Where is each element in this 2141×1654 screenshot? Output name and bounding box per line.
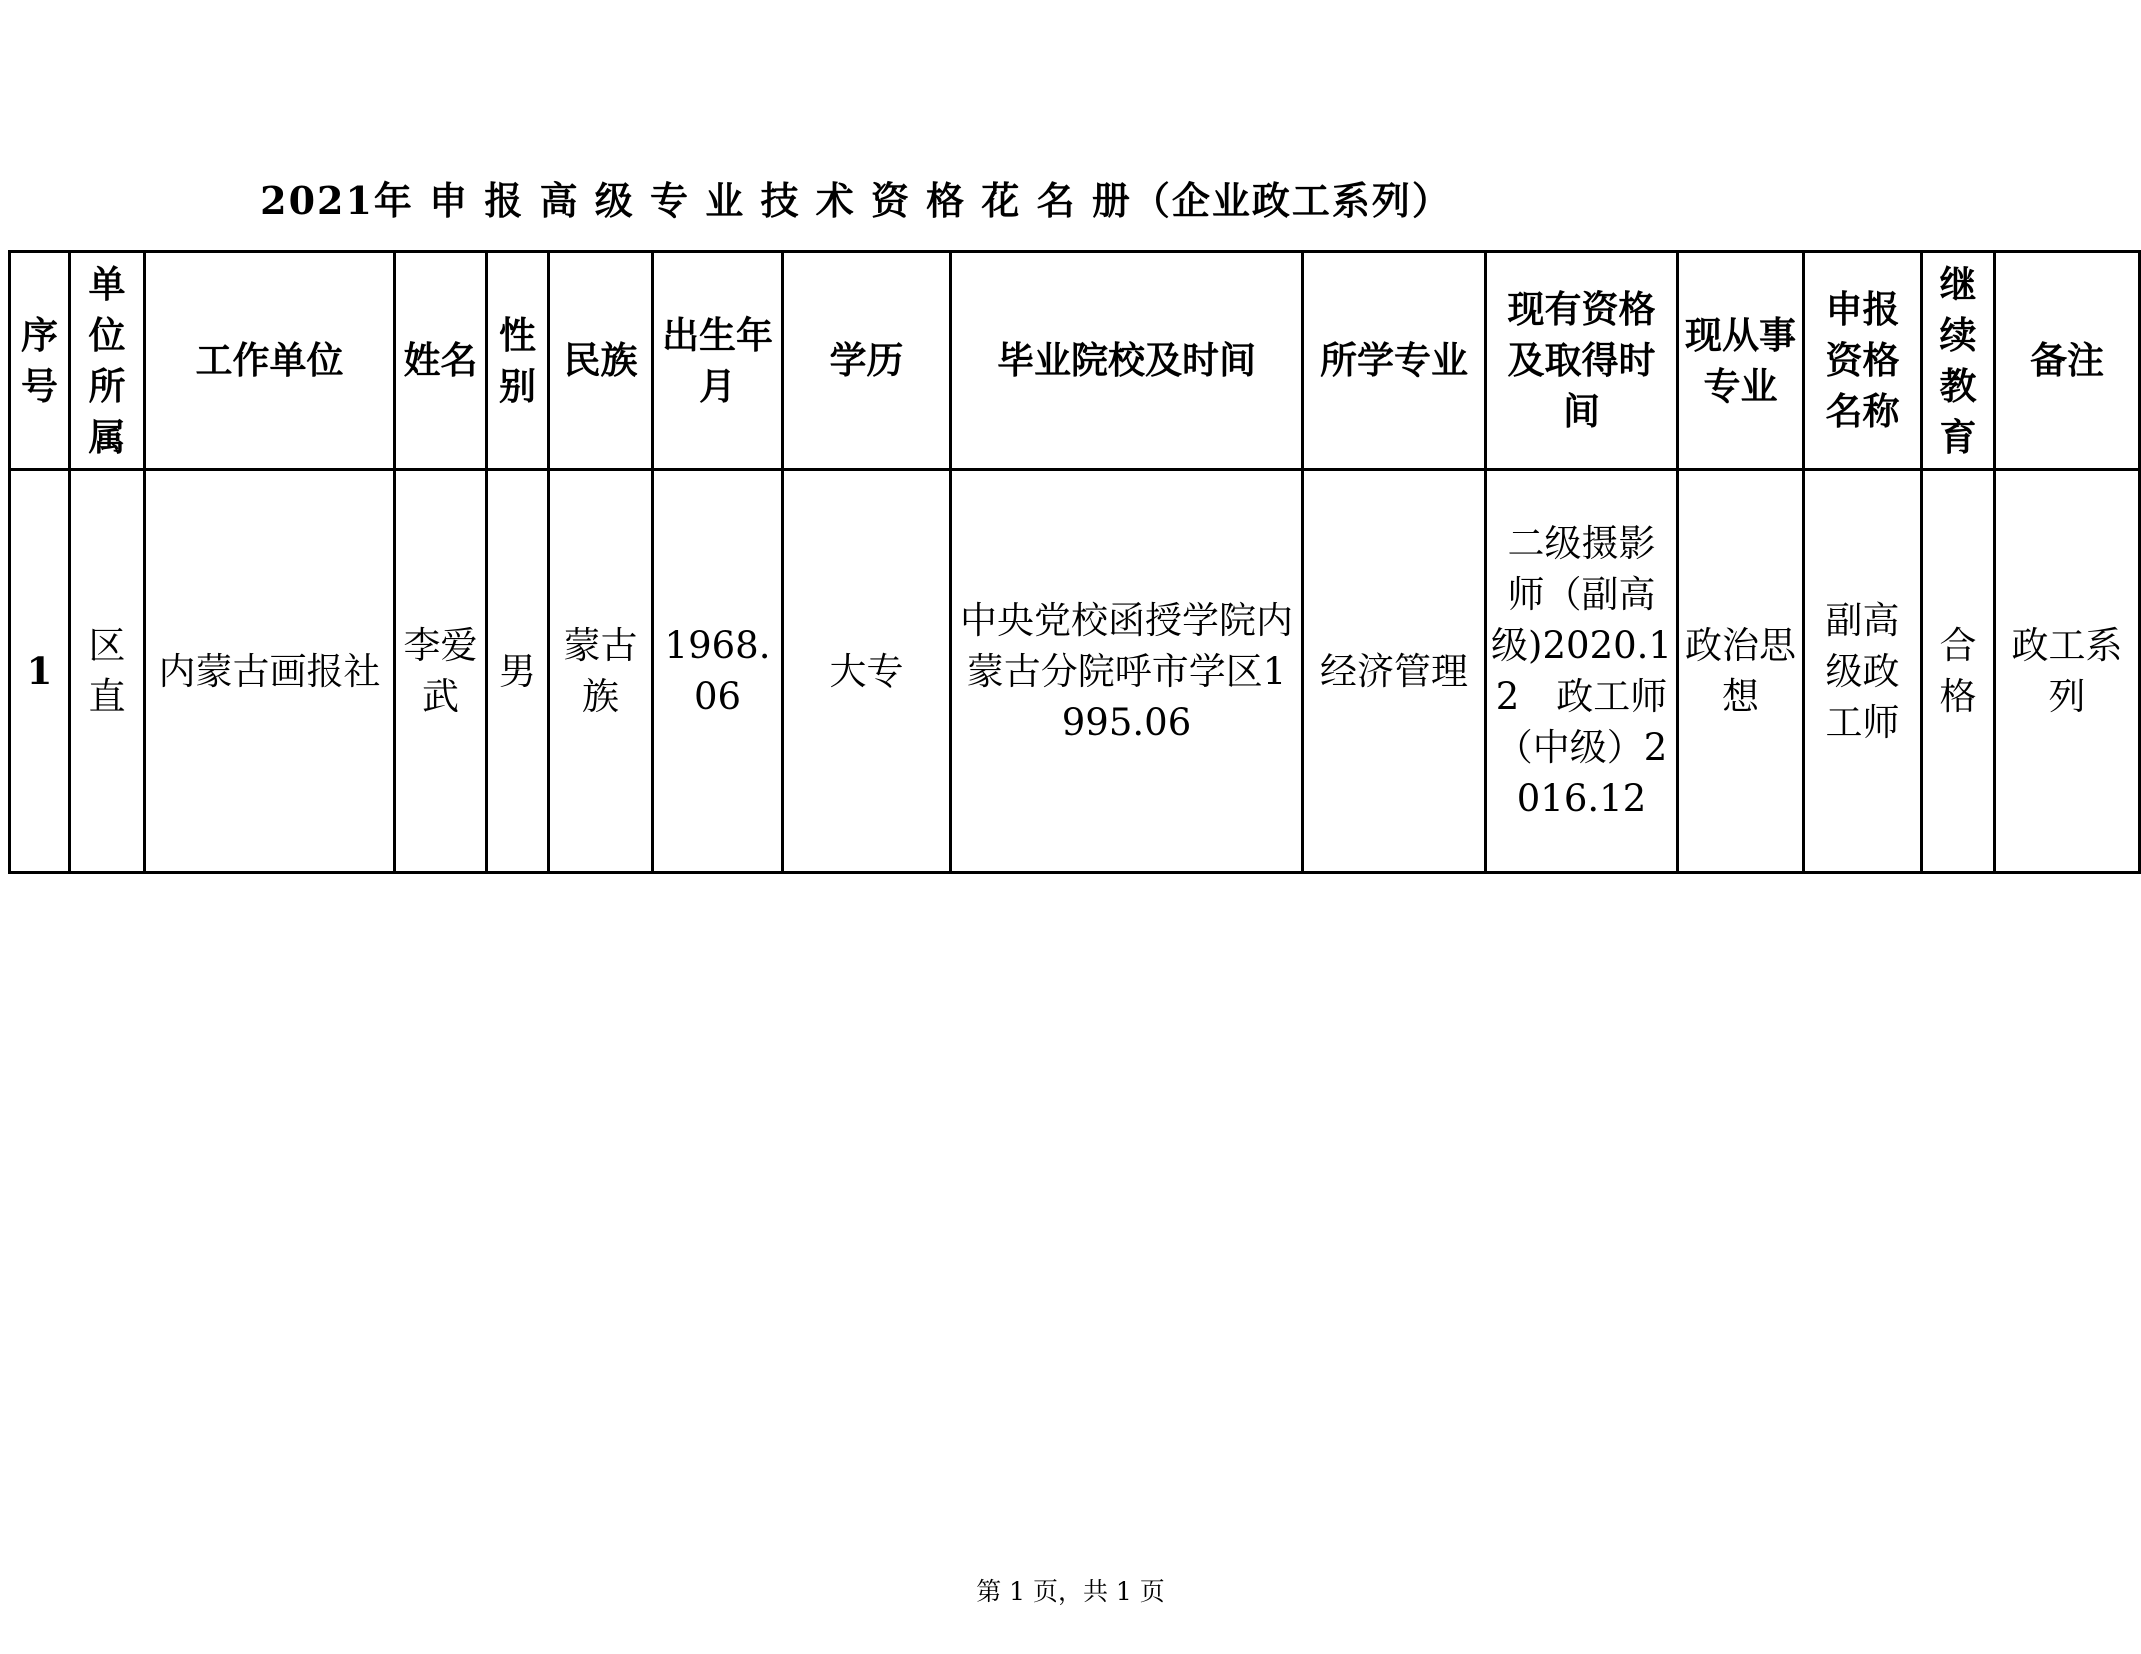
cell-major: 经济管理	[1303, 470, 1486, 873]
cell-work-unit: 内蒙古画报社	[145, 470, 395, 873]
cell-unit-affiliation: 区直	[70, 470, 145, 873]
cell-seq: 1	[10, 470, 70, 873]
header-unit-affiliation: 单位所属	[70, 252, 145, 470]
header-major: 所学专业	[1303, 252, 1486, 470]
header-continuing-education: 继续教育	[1922, 252, 1995, 470]
header-ethnicity: 民族	[549, 252, 653, 470]
cell-continuing-education: 合格	[1922, 470, 1995, 873]
cell-current-field: 政治思想	[1678, 470, 1804, 873]
cell-current-qualification: 二级摄影师（副高级)2020.12 政工师（中级）2016.12	[1486, 470, 1678, 873]
cell-education: 大专	[783, 470, 951, 873]
header-current-qualification: 现有资格及取得时间	[1486, 252, 1678, 470]
cell-birth: 1968.06	[653, 470, 783, 873]
header-school: 毕业院校及时间	[951, 252, 1303, 470]
page-title: 2021年 申 报 高 级 专 业 技 术 资 格 花 名 册（企业政工系列）	[260, 178, 1452, 223]
header-education: 学历	[783, 252, 951, 470]
table-header-row	[10, 252, 2140, 470]
page-footer: 第 1 页，共 1 页	[976, 1577, 1165, 1606]
header-birth: 出生年月	[653, 252, 783, 470]
cell-applied-qualification: 副高级政工师	[1804, 470, 1922, 873]
header-current-field: 现从事专业	[1678, 252, 1804, 470]
header-applied-qualification: 申报资格名称	[1804, 252, 1922, 470]
header-work-unit: 工作单位	[145, 252, 395, 470]
roster-table	[8, 250, 2141, 874]
cell-school: 中央党校函授学院内蒙古分院呼市学区1995.06	[951, 470, 1303, 873]
cell-remarks: 政工系列	[1995, 470, 2140, 873]
header-seq: 序号	[10, 252, 70, 470]
header-gender: 性别	[487, 252, 549, 470]
header-name: 姓名	[395, 252, 487, 470]
cell-ethnicity: 蒙古族	[549, 470, 653, 873]
cell-name: 李爱武	[395, 470, 487, 873]
cell-gender: 男	[487, 470, 549, 873]
header-remarks: 备注	[1995, 252, 2140, 470]
table-row	[10, 470, 2140, 873]
